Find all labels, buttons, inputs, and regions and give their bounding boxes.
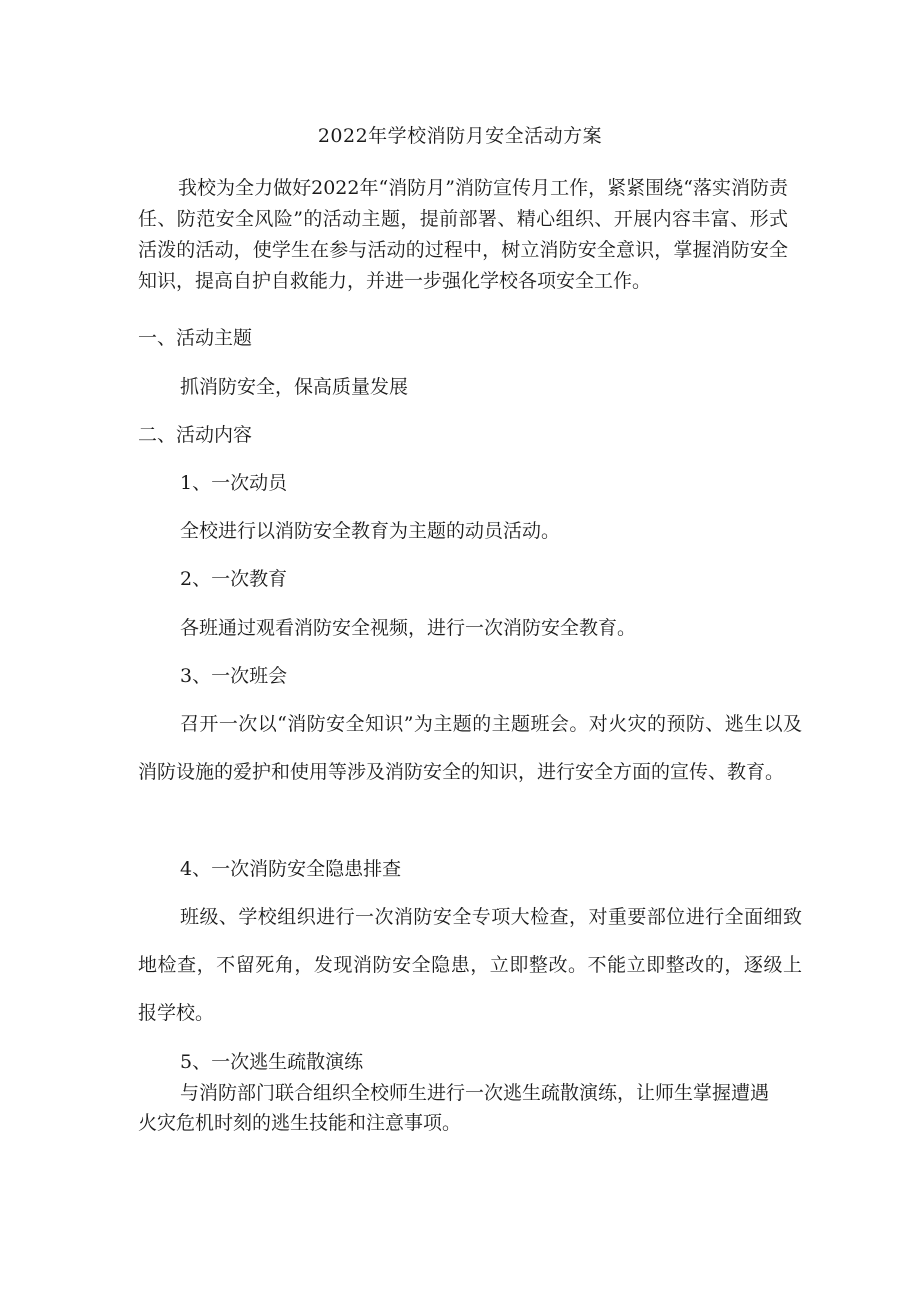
item4-heading: 4、一次消防安全隐患排查 [180, 858, 402, 880]
item2-heading: 2、一次教育 [180, 568, 288, 590]
item1-heading: 1、一次动员 [180, 472, 288, 494]
section1-heading: 一、活动主题 [138, 327, 253, 349]
item2-text: 各班通过观看消防安全视频，进行一次消防安全教育。 [180, 617, 637, 639]
item3-text: 召开一次以“消防安全知识”为主题的主题班会。对火灾的预防、逃生以及消防设施的爱护和使用等涉及消防安全的知识，进行安全方面的宣传、教育。 [138, 713, 802, 783]
item5-heading: 5、一次逃生疏散演练 [180, 1051, 364, 1073]
item1-text: 全校进行以消防安全教育为主题的动员活动。 [180, 520, 561, 542]
item3-heading: 3、一次班会 [180, 665, 288, 687]
item5-text: 与消防部门联合组织全校师生进行一次逃生疏散演练，让师生掌握遭遇火灾危机时刻的逃生技能和注意事项。 [138, 1082, 770, 1134]
section1-text: 抓消防安全，保高质量发展 [180, 376, 409, 398]
item4-text: 班级、学校组织进行一次消防安全专项大检查，对重要部位进行全面细致地检查，不留死角，发现消防安全隐患，立即整改。不能立即整改的，逐级上报学校。 [138, 906, 802, 1024]
document-title: 2022年学校消防月安全活动方案 [317, 125, 603, 147]
section2-heading: 二、活动内容 [138, 424, 253, 446]
intro-paragraph: 我校为全力做好2022年“消防月”消防宣传月工作，紧紧围绕“落实消防责任、防范安全风险”的活动主题，提前部署、精心组织、开展内容丰富、形式活泼的活动，使学生在参与活动的过程中，树立消防安全意识，掌握消防安全知识，提高自护自救能力，并进一步强化学校各项安全工作。 [138, 177, 788, 292]
